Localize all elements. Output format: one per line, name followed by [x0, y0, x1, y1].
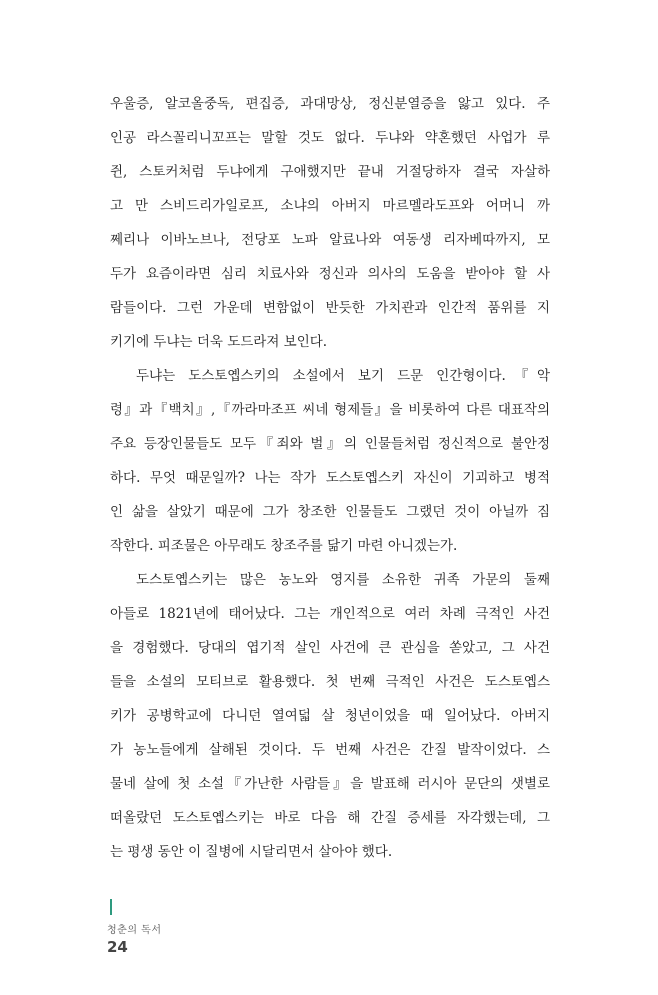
text-line: 인 삶을 살았기 때문에 그가 창조한 인물들도 그랬던 것이 아닐까 짐: [110, 504, 550, 520]
text-line: 가 농노들에게 살해된 것이다. 두 번째 사건은 간질 발작이었다. 스: [110, 742, 550, 758]
text-line: 두가 요즘이라면 심리 치료사와 정신과 의사의 도움을 받아야 할 사: [110, 266, 550, 282]
paragraph-2: [110, 359, 550, 563]
text-line: 람들이다. 그런 가운데 변함없이 반듯한 가치관과 인간적 품위를 지: [110, 300, 550, 316]
page-footer: [107, 899, 161, 956]
text-line: 령』과『백치』,『까라마조프 씨네 형제들』을 비롯하여 다른 대표작의: [110, 402, 550, 418]
text-line: 작한다. 피조물은 아무래도 창조주를 닮기 마련 아니겠는가.: [110, 538, 458, 554]
text-line: 도스토옙스키는 많은 농노와 영지를 소유한 귀족 가문의 둘째: [136, 572, 550, 588]
text-line: 물네 살에 첫 소설『가난한 사람들』을 발표해 러시아 문단의 샛별로: [110, 776, 550, 792]
text-line: 인공 라스꼴리니꼬프는 말할 것도 없다. 두냐와 약혼했던 사업가 루: [110, 130, 550, 146]
text-line: 두냐는 도스토옙스키의 소설에서 보기 드문 인간형이다.『악: [136, 368, 550, 384]
text-line: 키기에 두냐는 더욱 도드라져 보인다.: [110, 334, 328, 350]
text-line: 아들로 1821년에 태어났다. 그는 개인적으로 여러 차례 극적인 사건: [110, 606, 550, 622]
text-line: 는 평생 동안 이 질병에 시달리면서 살아야 했다.: [110, 844, 393, 860]
text-line: 을 경험했다. 당대의 엽기적 살인 사건에 큰 관심을 쏟았고, 그 사건: [110, 640, 550, 656]
paragraph-1: [110, 87, 550, 359]
text-line: 주요 등장인물들도 모두『죄와 벌』의 인물들처럼 정신적으로 불안정: [110, 436, 550, 452]
text-line: 들을 소설의 모티브로 활용했다. 첫 번째 극적인 사건은 도스토옙스: [110, 674, 550, 690]
text-line: 떠올랐던 도스토옙스키는 바로 다음 해 간질 증세를 자각했는데, 그: [110, 810, 550, 826]
text-line: 하다. 무엇 때문일까? 나는 작가 도스토옙스키 자신이 기괴하고 병적: [110, 470, 550, 486]
text-line: 고 만 스비드리가일로프, 소냐의 아버지 마르멜라도프와 어머니 까: [110, 198, 550, 214]
paragraph-3: [110, 563, 550, 869]
text-line: 우울증, 알코올중독, 편집증, 과대망상, 정신분열증을 앓고 있다. 주: [110, 96, 550, 112]
body-text: [110, 87, 550, 869]
book-title: 청춘의 독서: [107, 925, 162, 936]
page-number: 24: [107, 938, 128, 956]
text-line: 쥔, 스토커처럼 두냐에게 구애했지만 끝내 거절당하자 결국 자살하: [110, 164, 550, 180]
text-line: 키가 공병학교에 다니던 열여덟 살 청년이었을 때 일어났다. 아버지: [110, 708, 550, 724]
text-line: 쩨리나 이바노브나, 전당포 노파 알료나와 여동생 리자베따까지, 모: [110, 232, 550, 248]
footer-accent-bar: [110, 899, 112, 915]
